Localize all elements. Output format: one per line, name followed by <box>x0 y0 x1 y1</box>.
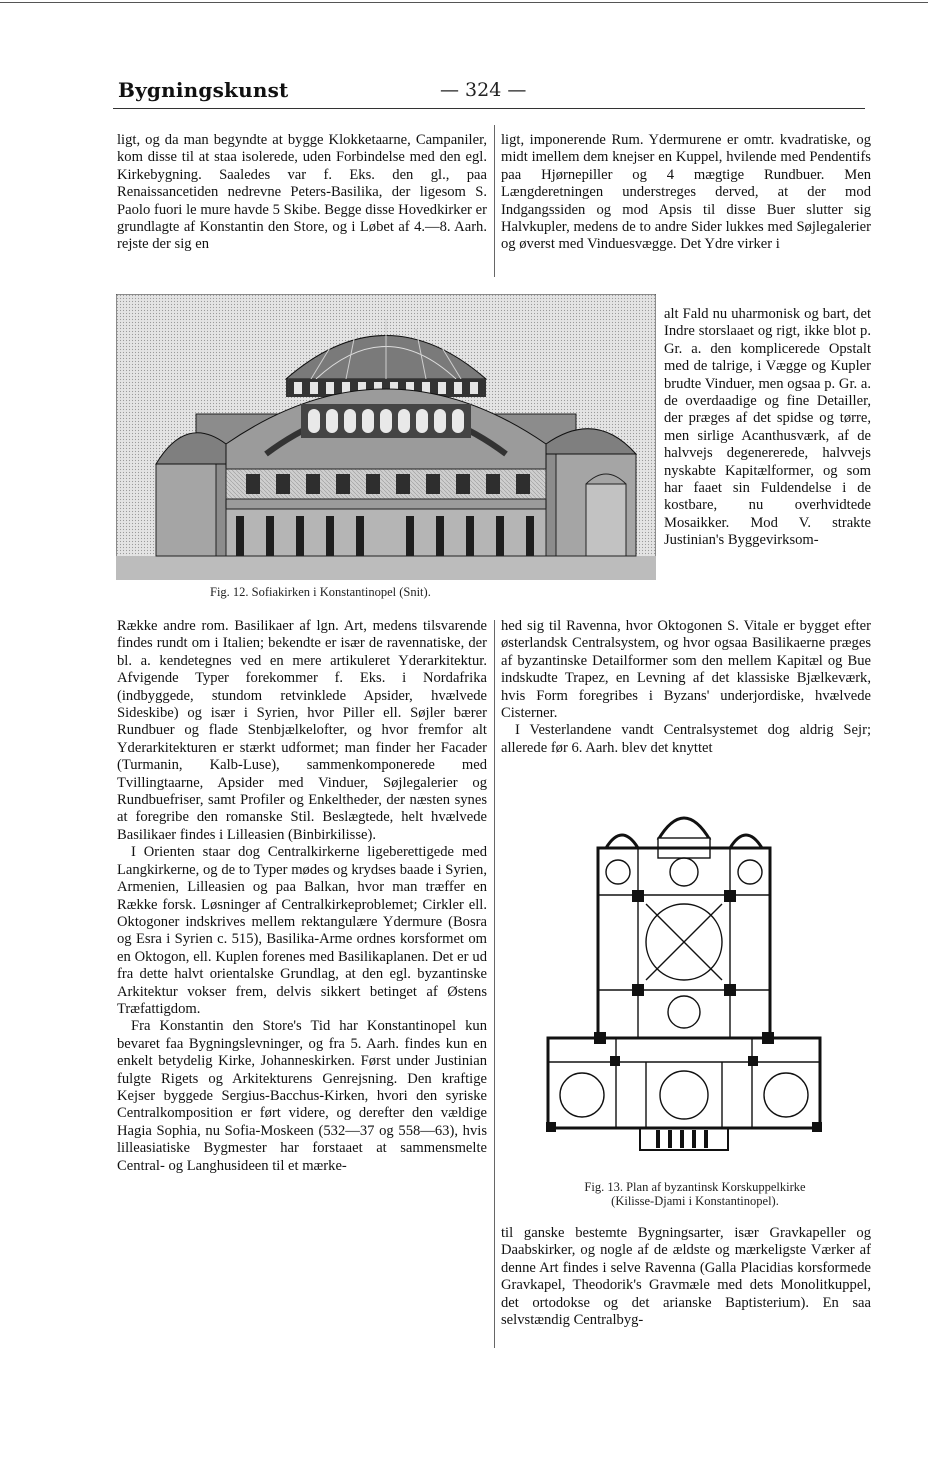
header-rule <box>113 108 865 109</box>
paragraph: I Orienten staar dog Centralkirkerne ligeberettigede med Langkirkerne, og de to Typer mødes og krydses baade i Syrien, Armenien, Lilleasien og paa Balkan, hvor man træffer en Række forsk. Løsninger af Centralkirkeproblemet; Cirkler ell. Oktogoner indskrives mellem rektangulære Ydermure (Bosra og Esra i Syrien c. 515), Basilika-Arme ordnes korsformet om en Oktogon, ell. Kuplen forenes med Basilikaplanen. Det er ud fra dette halvt orientalske Grundlag, at den egl. byzantinske Arkitektur vokser frem, delvis sikkert betinget af Østens Træfattigdom. <box>117 844 487 1017</box>
paragraph: Række andre rom. Basilikaer af lgn. Art, medens tilsvarende findes rundt om i Italien; bekendte er især de ravennatiske, der bl. a. kendetegnes ved en mere artikuleret Yderarkitektur. Afvigende Typer forekommer f. Eks. i Nordafrika (indbyggede, stundom retvinklede Apsider, hvælvede Sideskibe) og især i Syrien, hvor Piller ell. Søjler bærer Rundbuer og flade Stenbjælkelofter, og hvor fremfor alt Yderarkitekturen er stærkt udformet; man finder her Facader (Turmanin, Kalb-Luse), sammenkomponerede med Tvillingtaarne, Apsider med Vinduer, Søjlegalerier og Rundbuefriser, samt Profiler og Enkeltheder, der næsten synes at foregribe den romanske Stil. Beslægtede, helt hvælvede Basilikaer findes i Lilleasien (Binbirkilisse). <box>117 618 487 843</box>
text-right-top <box>501 132 871 254</box>
paragraph: til ganske bestemte Bygningsarter, især Gravkapeller og Daabskirker, og nogle af de ældste og mærkeligste Værker af denne Art findes i selve Ravenna (Galla Placidias korsformede Gravkapel, Theodorik's Gravmæle med dets Monolitkuppel, det ortodokse og det arianske Baptisterium). En saa selvstændig Centralbyg- <box>501 1225 871 1329</box>
figure-12-hagia-sophia-section <box>116 294 656 580</box>
text-left-bottom <box>117 618 487 1175</box>
figure-13-caption-line1: Fig. 13. Plan af byzantinsk Korskuppelkirke <box>584 1180 806 1194</box>
paragraph: ligt, og da man begyndte at bygge Klokketaarne, Campaniler, kom disse til at staa isolerede, uden Forbindelse med den egl. Kirkebygning. Saaledes var f. Eks. den gl., paa Renaissancetiden nedrevne Peters-Basilika, der ligesom S. Paolo fuori le mure havde 5 Skibe. Begge disse Hovedkirker er grundlagte af Konstantin den Store, og i Løbet af 4.—8. Aarh. rejste der sig en <box>117 132 487 253</box>
paragraph: alt Fald nu uharmonisk og bart, det Indre storslaaet og rigt, ikke blot p. Gr. a. den komplicerede Opstalt med de talrige, i Vægge og Kupler brudte Vinduer, men ogsaa p. Gr. a. de overdaadige og fine Detailler, der præges af det spidse og tørre, men sirlige Acanthusværk, af de halvvejs degenererede, halvvejs nyskabte Kapitælformer, og som har faaet sin Fuldendelse i de kostbare, nu overhvidtede Mosaikker. Mod V. strakte Justinian's Byggevirksom- <box>664 306 871 549</box>
column-divider-bottom <box>494 620 495 1348</box>
figure-12-caption: Fig. 12. Sofiakirken i Konstantinopel (Snit). <box>210 585 431 599</box>
church-section-illustration <box>116 294 656 580</box>
figure-13-caption-line2: (Kilisse-Djami i Konstantinopel). <box>611 1194 779 1208</box>
paragraph: ligt, imponerende Rum. Ydermurene er omtr. kvadratiske, og midt imellem dem knejser en Kuppel, hvilende med Pendentifs paa Hjørnepiller og 4 mægtige Rundbuer. Men Længderetningen understreges derved, at der mod Indgangssiden og mod Apsis til disse Buer slutter sig Halvkupler, medens de to andre Sider lukkes med Søjlegalerier og øverst med Vinduesvægge. Det Ydre virker i <box>501 132 871 253</box>
text-right-bottom <box>501 1225 871 1329</box>
cross-domed-church-plan <box>546 800 822 1160</box>
paragraph: hed sig til Ravenna, hvor Oktogonen S. Vitale er bygget efter østerlandsk Centralsystem, og hvor ogsaa Basilikaerne præges af byzantinske Detailformer som den mellem Kapitæl og Bue indskudte Trapez, en Levning af det klassiske Bjælkeværk, hvis Form foregribes i Byzans' underjordiske, hvælvede Cisterner. <box>501 618 871 722</box>
text-right-middle <box>501 618 871 757</box>
text-right-narrow <box>664 306 871 550</box>
text-left-top <box>117 132 487 254</box>
running-head-title: Bygningskunst <box>118 78 289 102</box>
paragraph: I Vesterlandene vandt Centralsystemet dog aldrig Sejr; allerede før 6. Aarh. blev det knyttet <box>501 722 871 756</box>
column-divider-top <box>494 125 495 277</box>
figure-13-caption <box>520 1180 870 1208</box>
scan-edge-line <box>0 2 928 3</box>
figure-13-church-plan <box>546 800 822 1160</box>
page-number: — 324 — <box>440 79 527 101</box>
paragraph: Fra Konstantin den Store's Tid har Konstantinopel kun bevaret faa Bygningslevninger, og fra 5. Aarh. findes kun en enkelt betydelig Kirke, Johanneskirken. Først under Justinian fulgte Rigets og Arkitekturens Genrejsning. Den kraftige Kejser byggede Sergius-Bacchus-Kirken, hvori den syriske Centralkomposition er ført videre, og derefter den vældige Hagia Sophia, nu Sofia-Moskeen (532—37 og 558—63), hvis lilleasiatiske Bygmester har forstaaet at sammensmelte Central- og Langhusideen til et mærke- <box>117 1018 487 1174</box>
